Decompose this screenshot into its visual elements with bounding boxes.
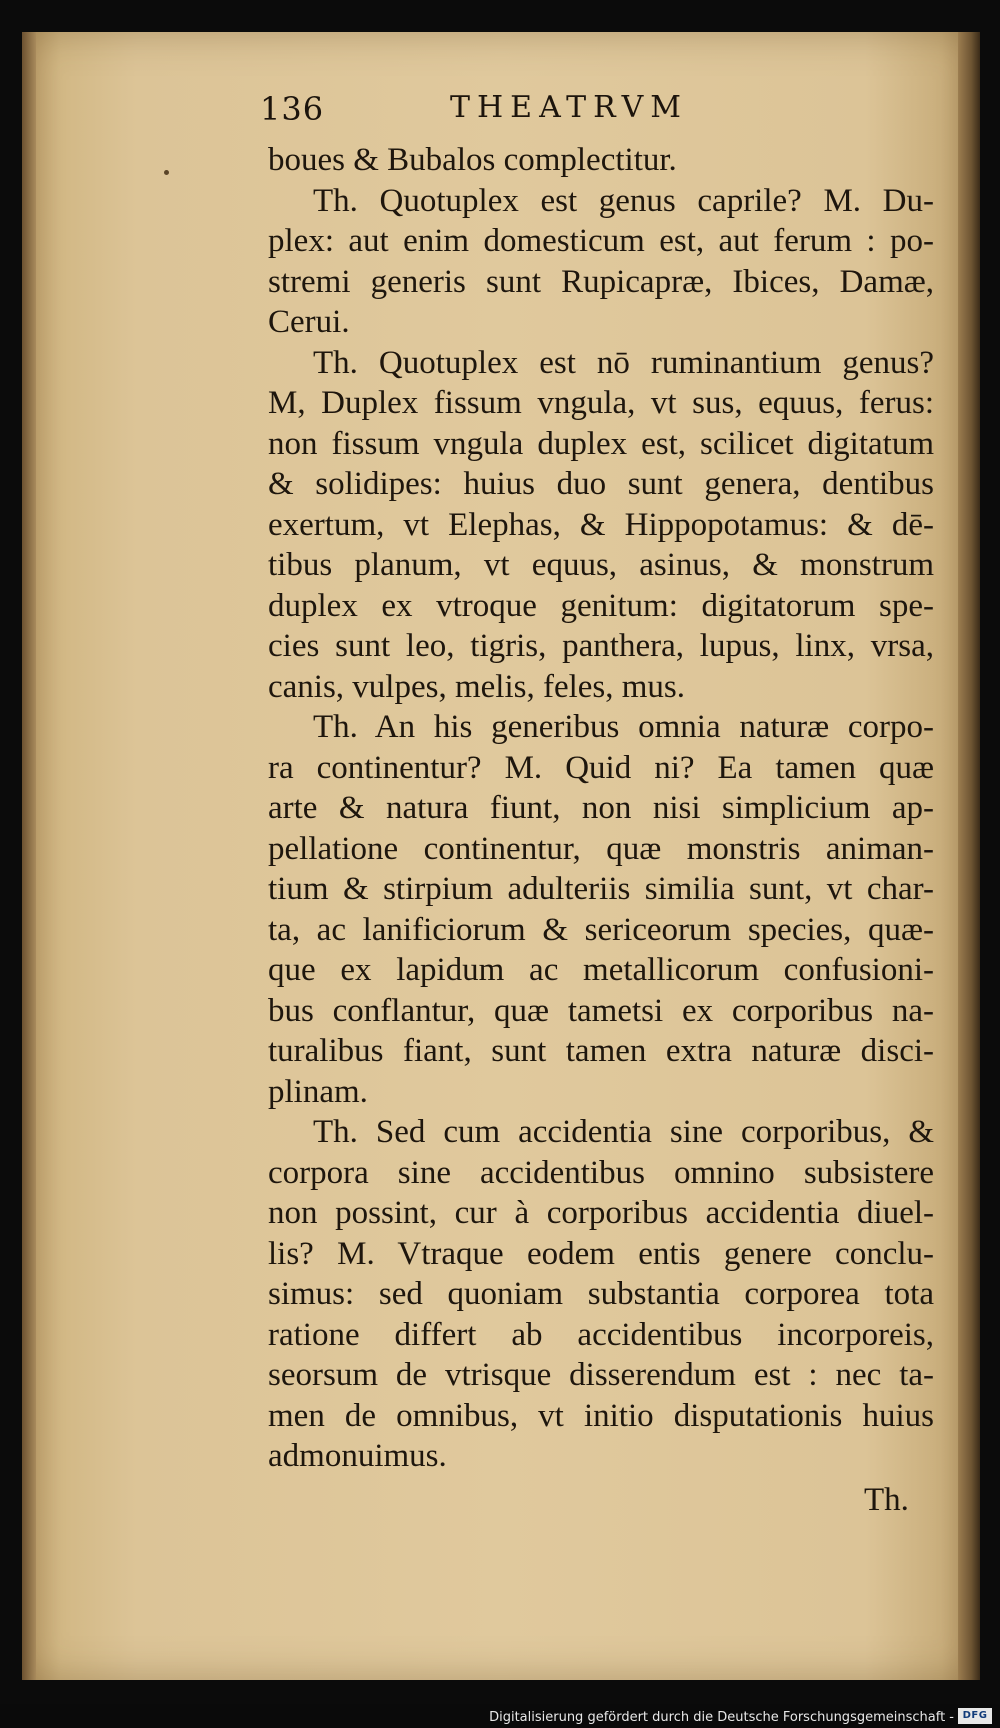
- text-line: ratione differt ab accidentibus incorporeis,: [268, 1316, 934, 1353]
- text-line: tium & stirpium adulteriis similia sunt, vt char-: [268, 871, 934, 907]
- text-line: simus: sed quoniam substantia corporea tota: [268, 1276, 934, 1312]
- text-line: non fissum vngula duplex est, scilicet digitatum: [268, 425, 934, 462]
- text-line: que ex lapidum ac metallicorum confusioni-: [268, 952, 934, 988]
- text-line: plinam.: [268, 1073, 368, 1110]
- text-line: exertum, vt Elephas, & Hippopotamus: & dē-: [268, 506, 934, 543]
- body-text: [268, 140, 934, 1477]
- text-line: duplex ex vtroque genitum: digitatorum spe-: [268, 587, 934, 624]
- text-line: cies sunt leo, tigris, panthera, lupus, linx, vrsa,: [268, 628, 934, 664]
- running-title: THEATRVM: [450, 90, 689, 125]
- text-line: admonuimus.: [268, 1438, 447, 1474]
- text-line: arte & natura fiunt, non nisi simplicium ap-: [268, 790, 934, 826]
- page-gutter-shadow: [22, 32, 36, 1680]
- text-line: tibus planum, vt equus, asinus, & monstrum: [268, 547, 934, 583]
- text-line: M, Duplex fissum vngula, vt sus, equus, ferus:: [268, 385, 934, 421]
- text-line: Th. Quotuplex est nō ruminantium genus?: [313, 344, 934, 381]
- text-line: ta, ac lanificiorum & sericeorum species, quæ-: [268, 911, 934, 948]
- catchword: Th.: [864, 1482, 909, 1518]
- digitization-footer: [0, 1704, 1000, 1728]
- text-line: Th. An his generibus omnia naturæ corpo-: [313, 709, 934, 745]
- text-line: ra continentur? M. Quid ni? Ea tamen quæ: [268, 749, 934, 786]
- text-line: Th. Sed cum accidentia sine corporibus, &: [313, 1114, 934, 1150]
- dfg-logo: DFG: [958, 1708, 992, 1724]
- ink-speck: [164, 170, 169, 175]
- page-number: 136: [260, 90, 325, 128]
- page-header: [260, 90, 720, 130]
- text-line: Th. Quotuplex est genus caprile? M. Du-: [313, 182, 934, 219]
- funding-credit: Digitalisierung gefördert durch die Deutsche Forschungsgemeinschaft -: [489, 1710, 954, 1725]
- text-line: & solidipes: huius duo sunt genera, dentibus: [268, 466, 934, 502]
- text-line: pellatione continentur, quæ monstris animan-: [268, 830, 934, 867]
- text-line: canis, vulpes, melis, feles, mus.: [268, 668, 686, 705]
- text-line: corpora sine accidentibus omnino subsistere: [268, 1154, 934, 1191]
- text-line: seorsum de vtrisque disserendum est : nec ta-: [268, 1357, 934, 1393]
- text-line: stremi generis sunt Rupicapræ, Ibices, Damæ,: [268, 263, 934, 300]
- text-line: Cerui.: [268, 304, 350, 340]
- text-line: non possint, cur à corporibus accidentia diuel-: [268, 1195, 934, 1231]
- text-line: lis? M. Vtraque eodem entis genere conclu-: [268, 1235, 934, 1272]
- text-line: boues & Bubalos complectitur.: [268, 142, 677, 178]
- text-line: men de omnibus, vt initio disputationis huius: [268, 1397, 934, 1434]
- text-line: bus conflantur, quæ tametsi ex corporibus na-: [268, 992, 934, 1029]
- text-line: plex: aut enim domesticum est, aut ferum : po-: [268, 223, 934, 259]
- text-line: turalibus fiant, sunt tamen extra naturæ disci-: [268, 1033, 934, 1069]
- page-fore-edge: [958, 32, 980, 1680]
